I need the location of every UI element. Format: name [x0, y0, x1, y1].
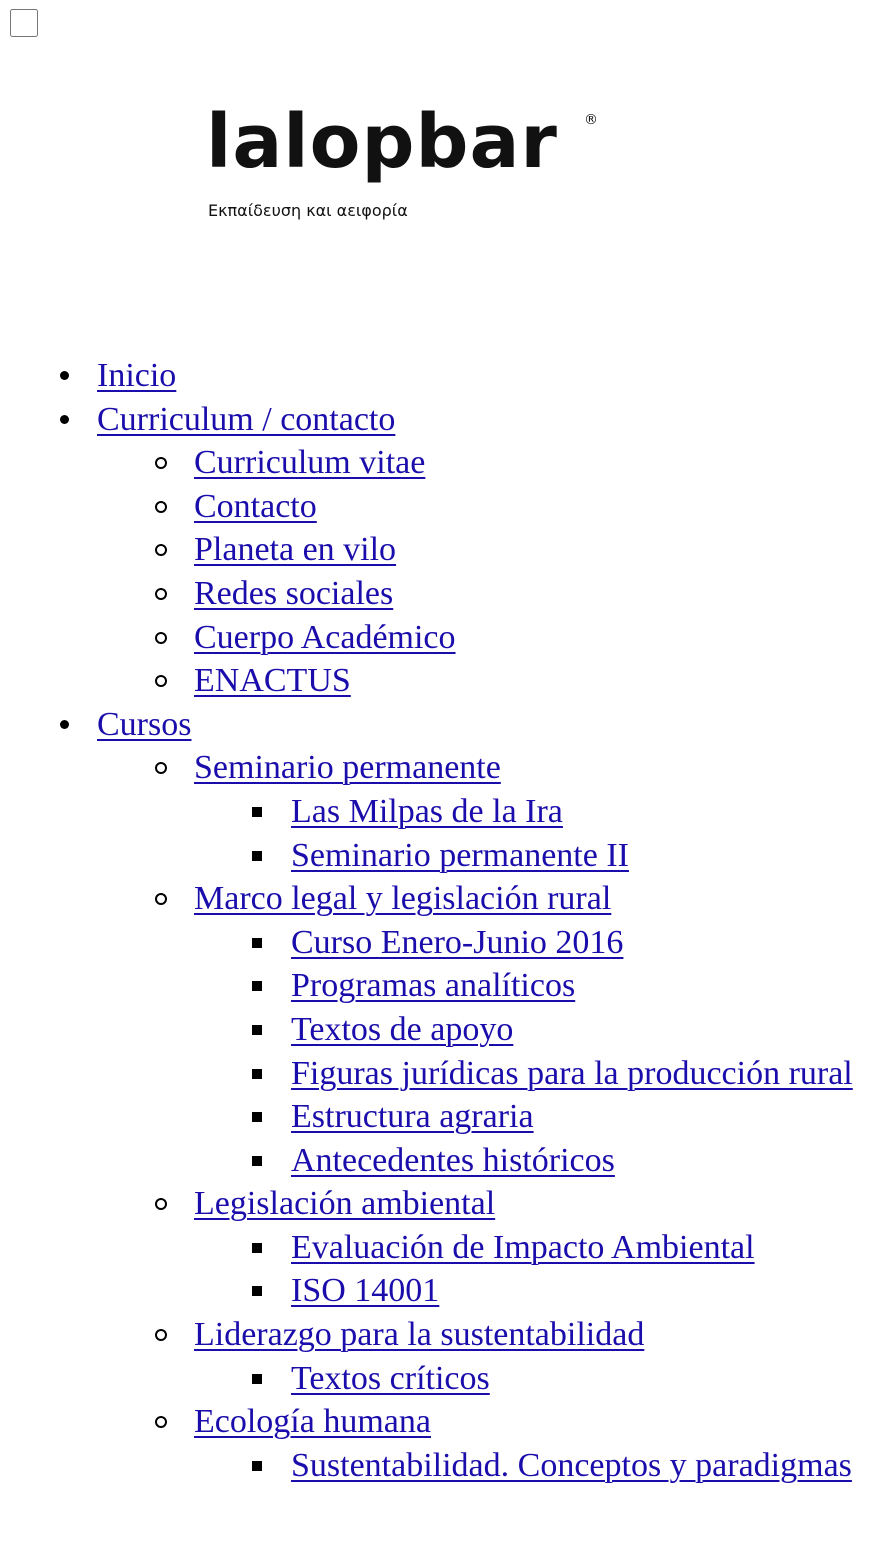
nav-list [0, 354, 874, 1487]
nav-item-estructura-agraria [291, 1095, 874, 1139]
nav-link-cursos[interactable]: Cursos [97, 705, 192, 743]
nav-link-sustentabilidad-conceptos[interactable]: Sustentabilidad. Conceptos y paradigmas [291, 1446, 852, 1484]
logo-wordmark: lalopbar [206, 99, 558, 185]
registered-mark: ® [584, 112, 598, 128]
nav-link-antecedentes-historicos[interactable]: Antecedentes históricos [291, 1141, 615, 1179]
nav-link-ecologia-humana[interactable]: Ecología humana [194, 1403, 431, 1441]
nav-item-legislacion-ambiental [194, 1182, 874, 1313]
submenu-legislacion-ambiental [194, 1226, 874, 1313]
nav-item-antecedentes-historicos [291, 1139, 874, 1183]
nav-link-estructura-agraria[interactable]: Estructura agraria [291, 1098, 534, 1136]
nav-link-contacto[interactable]: Contacto [194, 487, 317, 525]
submenu-curriculum-contacto [97, 441, 874, 703]
nav-link-legislacion-ambiental[interactable]: Legislación ambiental [194, 1185, 496, 1223]
submenu-marco-legal [194, 921, 874, 1183]
nav-link-enactus[interactable]: ENACTUS [194, 662, 351, 700]
nav-link-planeta-en-vilo[interactable]: Planeta en vilo [194, 531, 397, 569]
nav-item-cuerpo-academico [194, 616, 874, 660]
nav-item-textos-criticos [291, 1357, 874, 1401]
nav-link-cuerpo-academico[interactable]: Cuerpo Académico [194, 618, 456, 656]
nav-item-curso-enero-junio-2016 [291, 921, 874, 965]
main-navigation [0, 354, 874, 1487]
nav-item-textos-de-apoyo [291, 1008, 874, 1052]
nav-item-cursos [97, 703, 874, 1488]
nav-item-las-milpas-de-la-ira [291, 790, 874, 834]
nav-link-programas-analiticos[interactable]: Programas analíticos [291, 967, 576, 1005]
nav-item-liderazgo-sustentabilidad [194, 1313, 874, 1400]
nav-item-curriculum-vitae [194, 441, 874, 485]
submenu-cursos [97, 746, 874, 1487]
nav-item-ecologia-humana [194, 1400, 874, 1487]
submenu-ecologia-humana [194, 1444, 874, 1488]
nav-link-textos-de-apoyo[interactable]: Textos de apoyo [291, 1010, 514, 1048]
nav-item-planeta-en-vilo [194, 528, 874, 572]
submenu-liderazgo-sustentabilidad [194, 1357, 874, 1401]
nav-link-inicio[interactable]: Inicio [97, 357, 177, 394]
nav-item-sustentabilidad-conceptos [291, 1444, 874, 1488]
nav-link-curso-enero-junio-2016[interactable]: Curso Enero-Junio 2016 [291, 923, 624, 961]
nav-link-textos-criticos[interactable]: Textos críticos [291, 1359, 490, 1397]
nav-item-contacto [194, 485, 874, 529]
nav-item-figuras-juridicas [291, 1052, 874, 1096]
nav-link-las-milpas-de-la-ira[interactable]: Las Milpas de la Ira [291, 792, 563, 830]
nav-link-seminario-permanente-ii[interactable]: Seminario permanente II [291, 836, 629, 874]
nav-item-marco-legal [194, 877, 874, 1182]
nav-item-inicio [97, 354, 874, 398]
nav-link-iso-14001[interactable]: ISO 14001 [291, 1272, 440, 1310]
site-logo[interactable] [206, 96, 626, 236]
nav-link-seminario-permanente[interactable]: Seminario permanente [194, 749, 501, 787]
logo-tagline: Εκπαίδευση και αειφορία [208, 201, 408, 220]
nav-link-marco-legal[interactable]: Marco legal y legislación rural [194, 880, 612, 918]
nav-item-programas-analiticos [291, 964, 874, 1008]
nav-link-evaluacion-impacto-ambiental[interactable]: Evaluación de Impacto Ambiental [291, 1228, 755, 1266]
nav-link-redes-sociales[interactable]: Redes sociales [194, 574, 394, 612]
nav-item-seminario-permanente [194, 746, 874, 877]
nav-item-curriculum-contacto [97, 398, 874, 703]
nav-link-figuras-juridicas[interactable]: Figuras jurídicas para la producción rural [291, 1054, 853, 1092]
submenu-seminario-permanente [194, 790, 874, 877]
nav-link-liderazgo-sustentabilidad[interactable]: Liderazgo para la sustentabilidad [194, 1316, 645, 1354]
nav-item-redes-sociales [194, 572, 874, 616]
nav-link-curriculum-contacto[interactable]: Curriculum / contacto [97, 400, 396, 438]
nav-item-seminario-permanente-ii [291, 834, 874, 878]
nav-link-curriculum-vitae[interactable]: Curriculum vitae [194, 444, 426, 482]
menu-toggle-checkbox[interactable] [10, 9, 38, 37]
nav-item-evaluacion-impacto-ambiental [291, 1226, 874, 1270]
nav-item-enactus [194, 659, 874, 703]
nav-item-iso-14001 [291, 1269, 874, 1313]
